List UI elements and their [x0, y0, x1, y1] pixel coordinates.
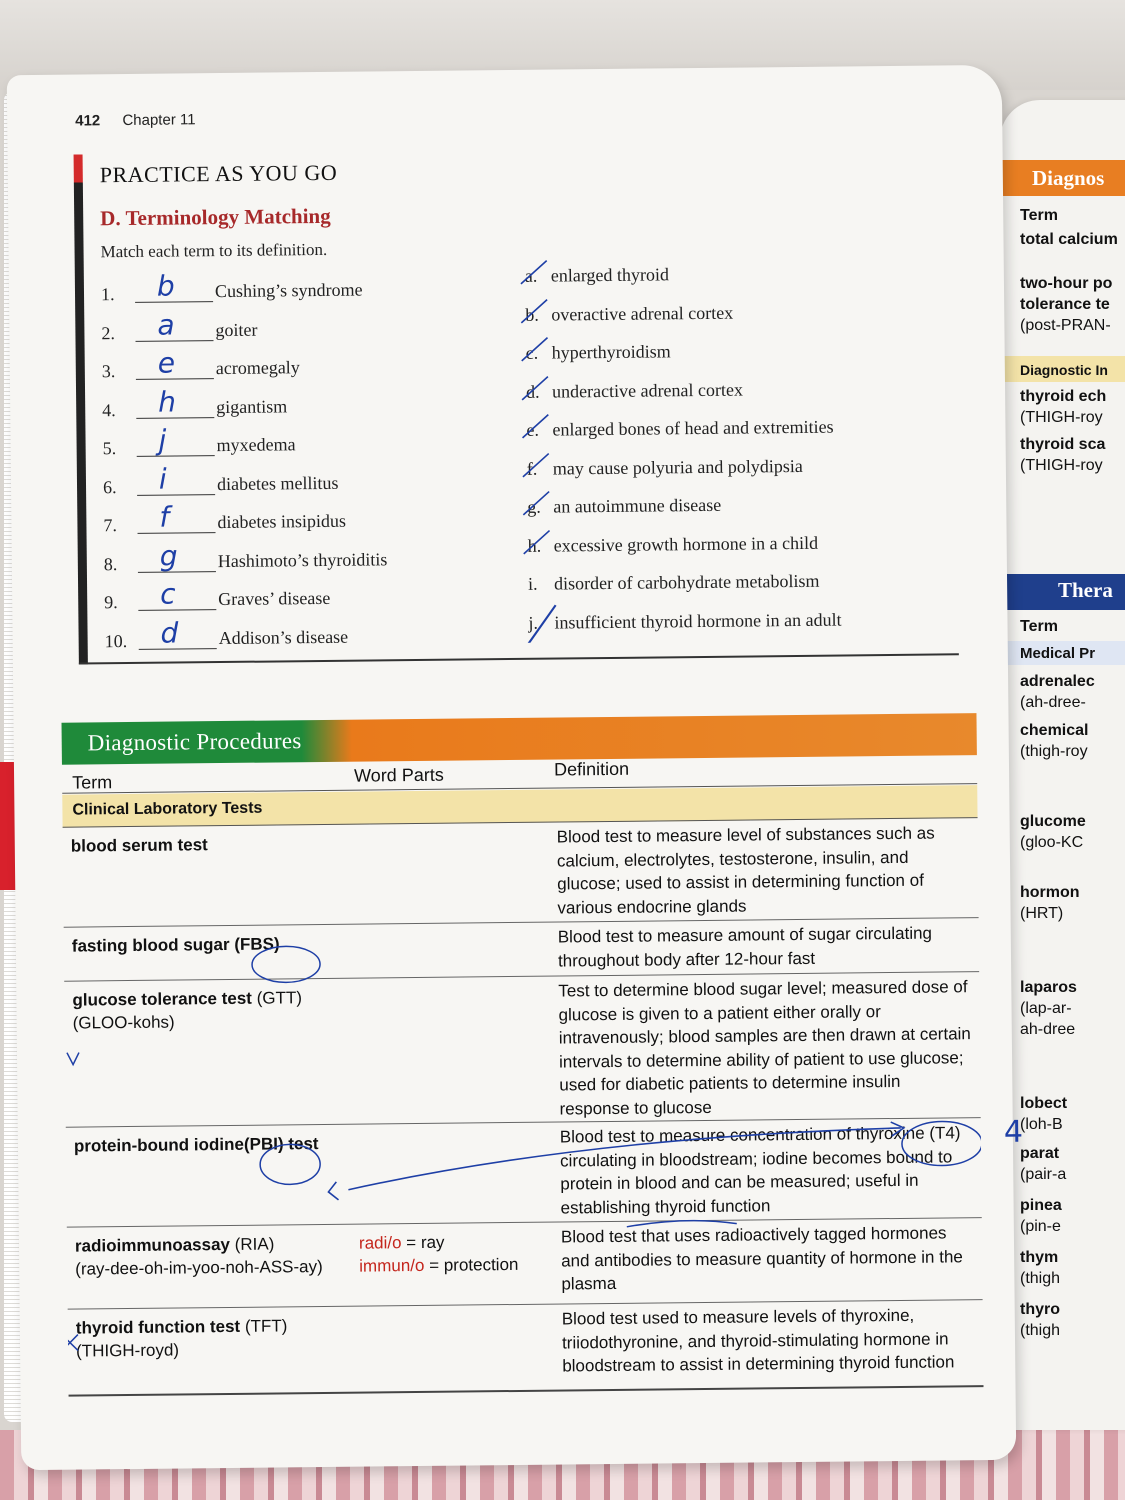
definition-text: excessive growth hormone in a child [553, 532, 819, 556]
item-term: goiter [215, 319, 258, 340]
definition-letter: i. [527, 573, 538, 594]
facing-term-1: Term [1020, 207, 1058, 224]
list-item [526, 409, 946, 452]
facing-row: thym [1020, 1249, 1059, 1266]
list-item [103, 499, 493, 542]
definition-cell: Test to determine blood sugar level; measured dose of glucose is given to a patient either orally or intravenously; blood samples are then drawn at certain intervals to determine ability of patient to use glucose; used for diabetic patients to determine insulin response to glucose [558, 977, 971, 1119]
table-row [67, 1217, 983, 1310]
definition-text: overactive adrenal cortex [551, 302, 734, 325]
chapter-label: Chapter 11 [122, 111, 196, 130]
definition-text: enlarged thyroid [550, 264, 670, 286]
item-term: Graves’ disease [218, 587, 331, 610]
matching-definitions [525, 255, 949, 644]
definition-text: an autoimmune disease [553, 494, 722, 517]
instructions: Match each term to its definition. [100, 239, 328, 262]
list-item [525, 332, 945, 375]
list-item [528, 563, 948, 606]
term-abbr: (RIA) [234, 1234, 275, 1254]
list-item [104, 576, 494, 619]
table-row [64, 971, 980, 1128]
item-number: 9. [104, 592, 118, 613]
facing-row: (pair-a [1020, 1166, 1067, 1183]
facing-row: (pin-e [1020, 1218, 1061, 1235]
term-cell [76, 1314, 366, 1363]
facing-row: pinea [1020, 1197, 1062, 1214]
item-number: 6. [102, 476, 117, 497]
item-number: 8. [103, 553, 118, 574]
column-term: Term [72, 772, 113, 793]
table-title: Diagnostic Procedures [87, 728, 302, 756]
term-cell [71, 832, 361, 858]
facing-row: laparos [1020, 979, 1077, 996]
list-item [101, 268, 491, 311]
facing-row: thyroid sca [1020, 436, 1106, 453]
table-row [63, 817, 979, 928]
facing-row: (gloo-KC [1020, 834, 1084, 851]
facing-row: (loh-B [1020, 1116, 1063, 1133]
term-name: thyroid function test [75, 1316, 241, 1338]
facing-subhead-label: Medical Pr [1020, 645, 1096, 662]
diagnostic-procedures-table [62, 713, 984, 1398]
handwritten-answer: c [159, 577, 176, 611]
page-header [75, 111, 195, 129]
pen-strike-icon [519, 296, 549, 326]
facing-row: two-hour po [1020, 275, 1113, 292]
facing-row: thyroid ech [1020, 388, 1107, 405]
word-parts-cell [359, 1230, 559, 1278]
facing-subhead-label: Diagnostic In [1020, 362, 1108, 378]
facing-row: thyro [1020, 1301, 1060, 1318]
column-definition: Definition [553, 758, 630, 780]
definition-text: insufficient thyroid hormone in an adult [554, 609, 842, 633]
list-item [528, 525, 948, 568]
handwritten-answer: g [159, 538, 178, 573]
term-name: glucose tolerance test [72, 988, 253, 1010]
facing-row: lobect [1020, 1095, 1068, 1112]
item-term: myxedema [216, 434, 296, 456]
word-root: immun/o [359, 1255, 425, 1276]
term-cell [72, 932, 362, 958]
facing-title-2: Thera [1058, 578, 1113, 602]
term-abbr: (PBI) [243, 1134, 284, 1154]
handwritten-answer: b [156, 269, 175, 303]
pen-strike-icon [519, 258, 549, 288]
definition-letter: j. [528, 612, 539, 633]
facing-term-2: Term [1020, 618, 1058, 635]
definition-letter: g. [527, 496, 541, 517]
item-term: Cushing’s syndrome [214, 279, 363, 302]
definition-letter: b. [525, 304, 539, 325]
section-title: D. Terminology Matching [100, 203, 331, 231]
column-word-parts: Word Parts [353, 764, 444, 786]
textbook-page [7, 65, 1024, 1470]
item-number: 10. [104, 630, 128, 651]
list-item [104, 615, 494, 658]
facing-row: (post-PRAN- [1020, 317, 1111, 334]
facing-row: parat [1020, 1145, 1060, 1162]
facing-row: (thigh [1020, 1270, 1061, 1287]
facing-row: tolerance te [1020, 296, 1110, 313]
term-cell [74, 1132, 364, 1158]
facing-row: (ah-dree- [1020, 694, 1086, 711]
facing-title-1: Diagnos [1032, 166, 1105, 190]
handwritten-answer: j [158, 423, 167, 457]
definition-text: underactive adrenal cortex [551, 379, 744, 402]
list-item [101, 307, 491, 350]
definition-text: enlarged bones of head and extremities [552, 416, 834, 440]
pen-strike-icon [521, 527, 551, 557]
facing-row: ah-dree [1020, 1021, 1076, 1038]
pen-strike-icon [521, 489, 551, 519]
page-number: 412 [75, 112, 101, 130]
term-abbr: (GTT) [256, 988, 303, 1008]
term-name: fasting blood sugar [71, 934, 230, 956]
word-meaning: = protection [429, 1254, 519, 1275]
list-item [526, 371, 946, 414]
handwritten-answer: d [160, 615, 179, 650]
term-name: blood serum test [70, 835, 208, 856]
item-number: 3. [101, 361, 116, 382]
facing-row: (lap-ar- [1020, 1000, 1072, 1017]
term-name: protein-bound iodine [73, 1134, 244, 1156]
table-row [66, 1117, 982, 1228]
list-item [102, 384, 492, 427]
margin-handwritten-number: 4 [1003, 1114, 1024, 1150]
facing-row: (THIGH-roy [1020, 409, 1103, 426]
facing-row: (thigh-roy [1020, 743, 1088, 760]
term-pronunciation: (GLOO-kohs) [72, 1012, 175, 1033]
practice-box [74, 145, 959, 664]
definition-letter: h. [527, 535, 542, 556]
definition-text: disorder of carbohydrate metabolism [553, 570, 820, 594]
pen-strike-icon [520, 373, 550, 403]
practice-side-bar [74, 154, 88, 664]
list-item [102, 345, 492, 388]
definition-cell: Blood test to measure concentration of thyroxine (T4) circulating in bloodstream; iodine becomes bound to protein in blood and can be measured; useful in establishing thyroid function [559, 1123, 961, 1218]
term-cell [75, 1232, 365, 1281]
handwritten-answer: f [159, 500, 170, 534]
pen-strike-icon [508, 602, 568, 643]
definition-text: may cause polyuria and polydipsia [552, 455, 803, 479]
list-item [528, 602, 948, 645]
item-term: diabetes mellitus [216, 472, 339, 494]
definition-cell: Blood test to measure amount of sugar circulating throughout body after 12-hour fast [557, 923, 933, 971]
answer-blank[interactable] [138, 609, 216, 611]
definition-letter: d. [525, 381, 540, 402]
term-pronunciation: (THIGH-royd) [75, 1340, 180, 1361]
word-root: radi/o [358, 1233, 402, 1253]
handwritten-answer: a [157, 308, 175, 342]
facing-row: (HRT) [1020, 905, 1064, 922]
item-term: diabetes insipidus [217, 510, 347, 533]
definition-cell: Blood test to measure level of substances such as calcium, electrolytes, testosterone, insulin, and glucose; used to assist in determining function of various endocrine glands [556, 823, 935, 918]
definition-cell: Blood test used to measure levels of thyroxine, triiodothyronine, and thyroid-stimulating hormone in bloodstream to assist in determining thyroid function [561, 1305, 955, 1376]
table-row [68, 1299, 984, 1397]
term-name: radioimmunoassay [74, 1234, 231, 1256]
facing-row: (THIGH-roy [1020, 457, 1103, 474]
facing-row: chemical [1020, 722, 1089, 739]
term-pronunciation: (ray-dee-oh-im-yoo-noh-ASS-ay) [75, 1257, 323, 1279]
definition-letter: f. [526, 458, 538, 479]
definition-letter: a. [524, 265, 538, 286]
pen-strike-icon [521, 450, 551, 480]
facing-page [1000, 100, 1125, 1430]
item-number: 7. [103, 515, 118, 536]
pen-strike-icon [519, 335, 549, 365]
term-abbr: (FBS) [234, 934, 280, 954]
list-item [527, 448, 947, 491]
item-number: 2. [101, 322, 116, 343]
list-item [104, 538, 494, 581]
item-number: 5. [102, 438, 117, 459]
term-suffix: test [288, 1134, 319, 1154]
item-number: 4. [102, 399, 116, 420]
definition-letter: c. [525, 342, 539, 363]
handwritten-answer: i [158, 462, 167, 496]
practice-title: PRACTICE AS YOU GO [99, 159, 338, 188]
list-item [527, 486, 947, 529]
item-number: 1. [100, 284, 115, 305]
answer-blank[interactable] [137, 494, 215, 496]
handwritten-answer: h [157, 384, 177, 419]
word-meaning: = ray [406, 1232, 445, 1253]
subheading-label: Clinical Laboratory Tests [72, 799, 263, 819]
handwritten-answer: e [157, 346, 176, 380]
list-item [103, 461, 493, 504]
item-term: Hashimoto’s thyroiditis [217, 548, 388, 571]
item-term: gigantism [216, 395, 288, 417]
list-item [525, 255, 945, 298]
item-term: acromegaly [215, 357, 300, 379]
definition-text: hyperthyroidism [551, 341, 671, 363]
facing-row: total calcium [1020, 231, 1118, 248]
list-item [102, 422, 492, 465]
item-term: Addison’s disease [218, 626, 349, 648]
definition-letter: e. [526, 419, 540, 440]
term-cell [72, 986, 362, 1035]
matching-terms [101, 268, 495, 657]
list-item [525, 294, 945, 337]
definition-cell: Blood test that uses radioactively tagged hormones and antibodies to measure quantity of hormone in the plasma [560, 1223, 963, 1294]
facing-row: hormon [1020, 884, 1080, 901]
facing-row: glucome [1020, 813, 1086, 830]
term-abbr: (TFT) [244, 1316, 288, 1336]
facing-row: adrenalec [1020, 673, 1095, 690]
answer-blank[interactable] [137, 455, 215, 457]
pen-strike-icon [520, 412, 550, 442]
facing-row: (thigh [1020, 1322, 1061, 1339]
answer-blank[interactable] [138, 532, 216, 534]
